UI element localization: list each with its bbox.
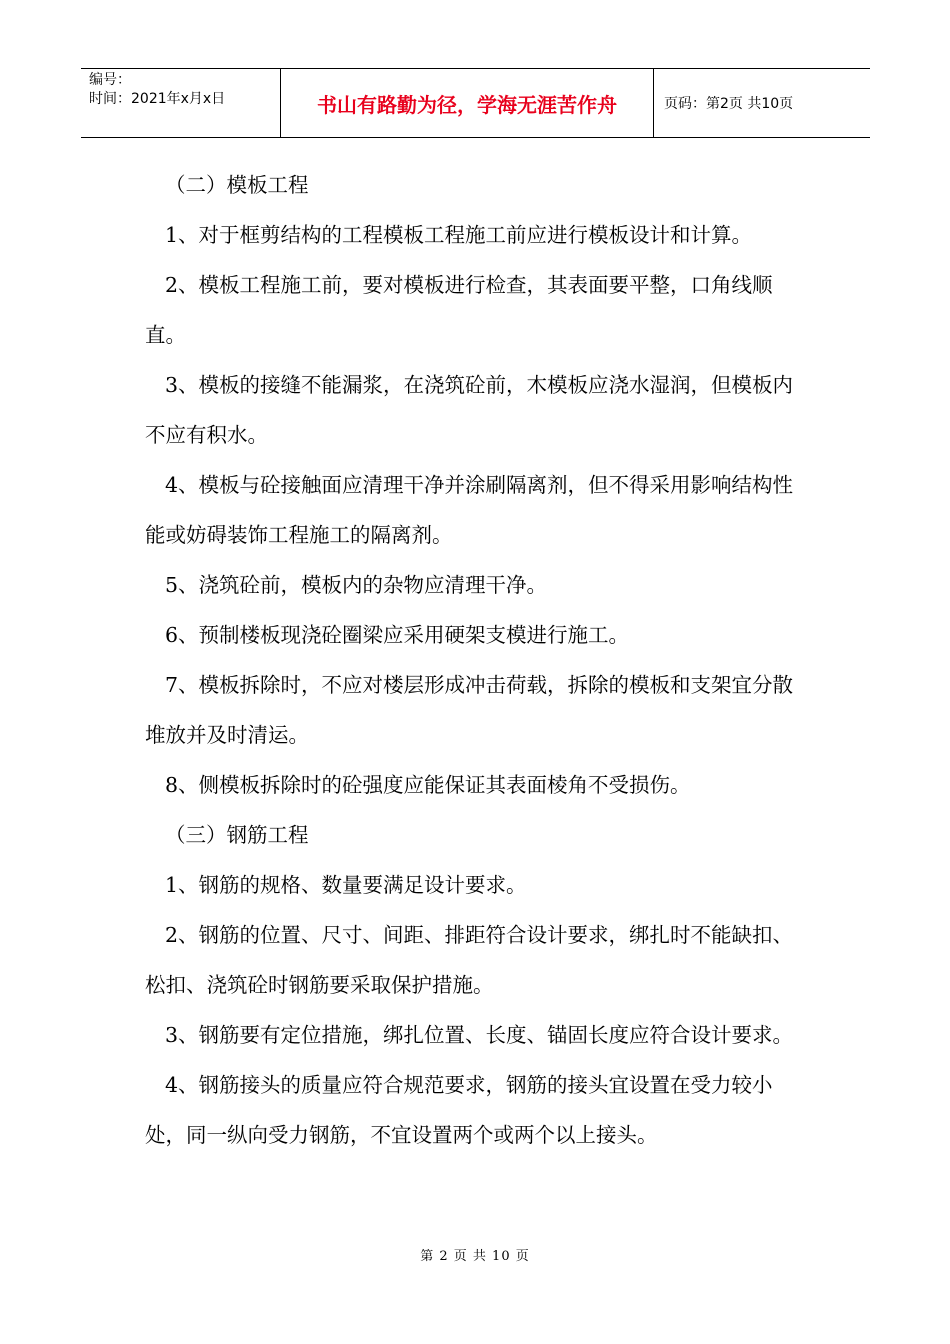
paragraph: 3、模板的接缝不能漏浆，在浇筑砼前，木模板应浇水湿润，但模板内不应有积水。 — [145, 373, 794, 447]
document-number-label: 编号： — [89, 72, 131, 88]
paragraph: 4、模板与砼接触面应清理干净并涂刷隔离剂，但不得采用影响结构性能或妨碍装饰工程施工的隔离剂。 — [145, 473, 794, 547]
header-page-info: 页码：第2页 共10页 — [664, 96, 794, 112]
paragraph: 4、钢筋接头的质量应符合规范要求，钢筋的接头宜设置在受力较小处，同一纵向受力钢筋，不宜设置两个或两个以上接头。 — [145, 1073, 773, 1147]
paragraph: 1、对于框剪结构的工程模板工程施工前应进行模板设计和计算。 — [165, 223, 753, 247]
page-header — [81, 68, 870, 138]
section-heading-rebar: （三）钢筋工程 — [165, 823, 309, 847]
paragraph: 7、模板拆除时，不应对楼层形成冲击荷载，拆除的模板和支架宜分散堆放并及时清运。 — [145, 673, 794, 747]
paragraph: 1、钢筋的规格、数量要满足设计要求。 — [165, 873, 527, 897]
paragraph: 8、侧模板拆除时的砼强度应能保证其表面棱角不受损伤。 — [165, 773, 691, 797]
page-footer: 第 2 页 共 10 页 — [420, 1249, 530, 1264]
header-meta — [81, 69, 281, 137]
paragraph: 2、模板工程施工前，要对模板进行检查，其表面要平整，口角线顺直。 — [145, 273, 773, 347]
paragraph: 3、钢筋要有定位措施，绑扎位置、长度、锚固长度应符合设计要求。 — [165, 1023, 794, 1047]
document-date: 时间：2021年x月x日 — [89, 91, 226, 107]
section-heading-formwork: （二）模板工程 — [165, 173, 309, 197]
paragraph: 2、钢筋的位置、尺寸、间距、排距符合设计要求，绑扎时不能缺扣、松扣、浇筑砼时钢筋要采取保护措施。 — [145, 923, 794, 997]
header-motto: 书山有路勤为径，学海无涯苦作舟 — [281, 69, 654, 137]
document-body — [145, 160, 810, 1160]
paragraph: 5、浇筑砼前，模板内的杂物应清理干净。 — [165, 573, 548, 597]
paragraph: 6、预制楼板现浇砼圈梁应采用硬架支模进行施工。 — [165, 623, 630, 647]
